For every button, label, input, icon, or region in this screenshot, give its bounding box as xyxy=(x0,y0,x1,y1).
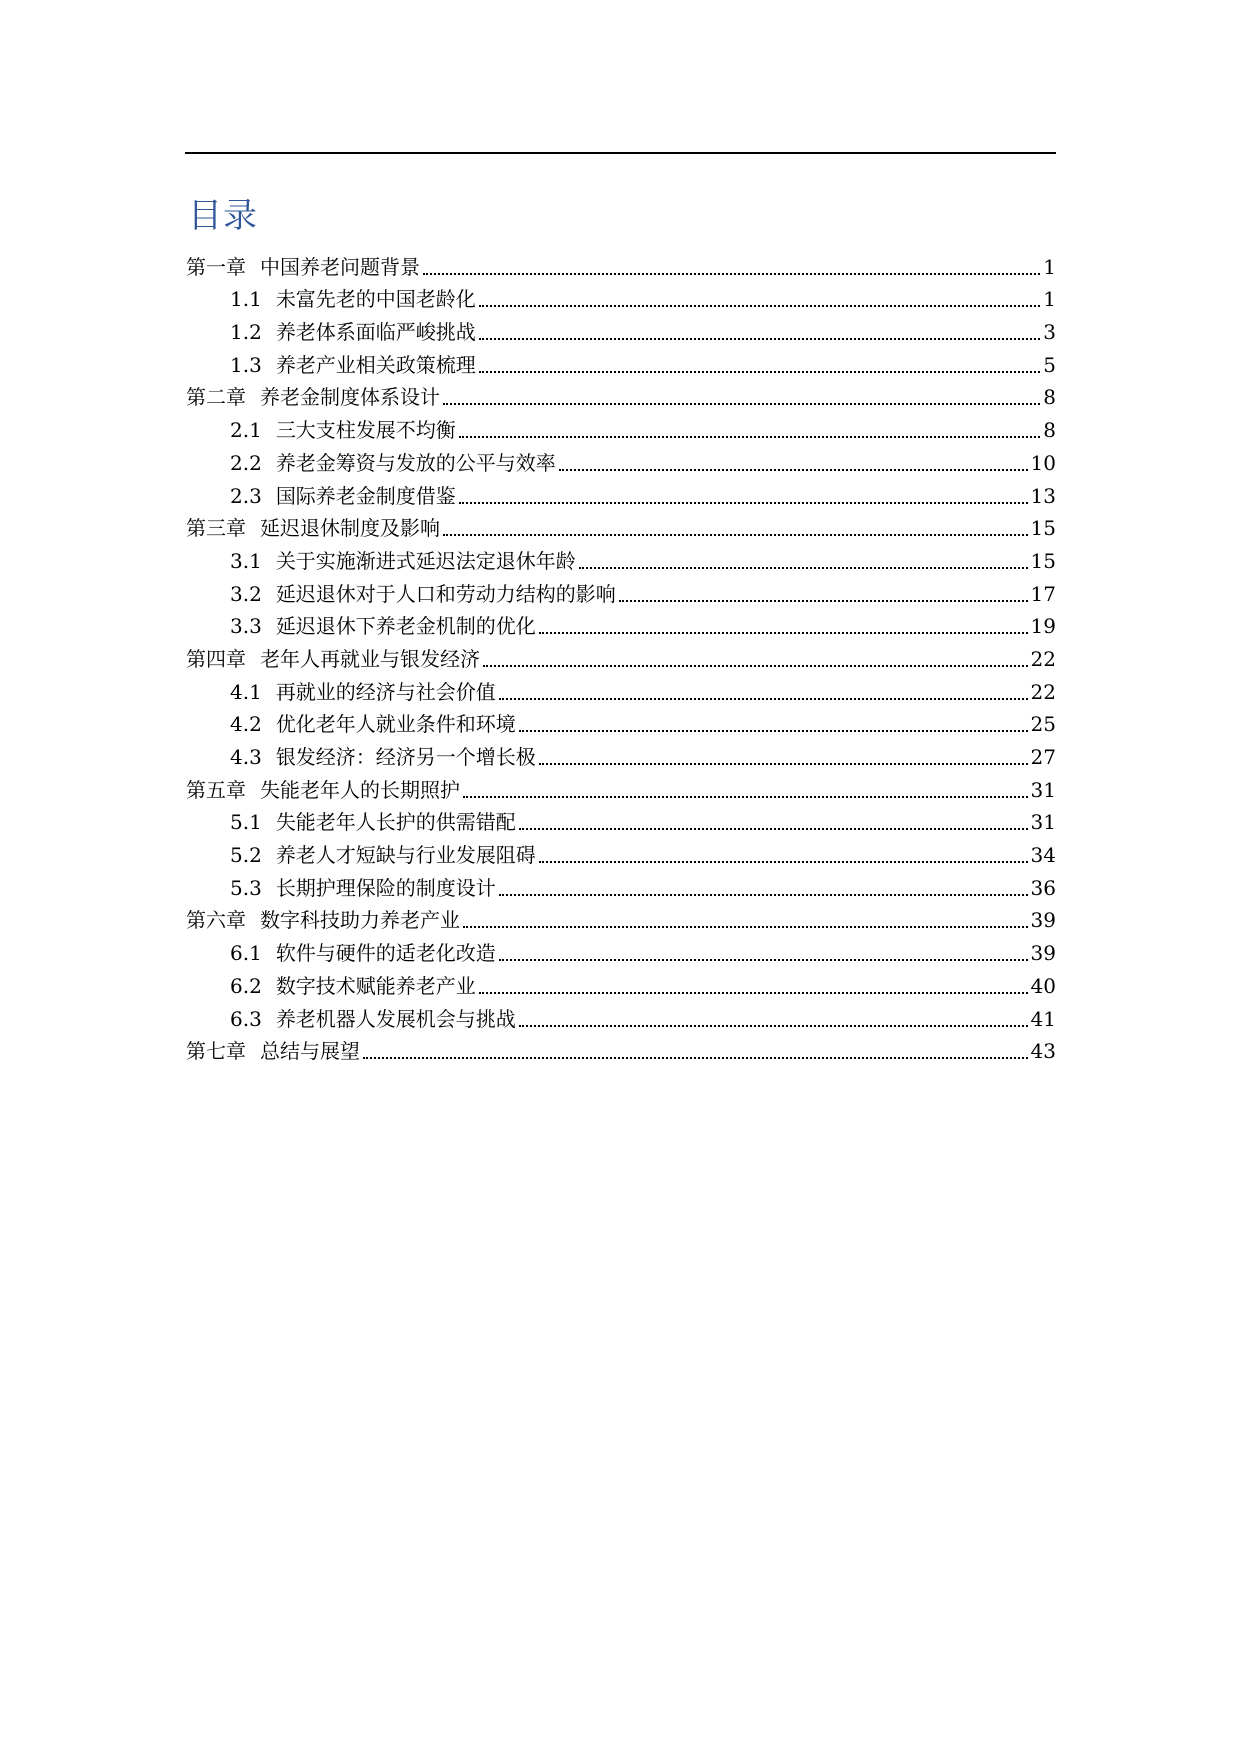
toc-entry-title: 三大支柱发展不均衡 xyxy=(275,418,456,443)
toc-dot-leader xyxy=(479,371,1040,373)
toc-dot-leader xyxy=(459,436,1040,438)
toc-dot-leader xyxy=(539,763,1028,765)
toc-entry-title: 未富先老的中国老龄化 xyxy=(275,287,476,312)
toc-dot-leader xyxy=(363,1057,1028,1059)
toc-chapter-entry[interactable] xyxy=(186,642,1056,675)
toc-entry-title: 数字科技助力养老产业 xyxy=(260,908,460,933)
toc-entry-number: 第一章 xyxy=(186,254,246,279)
toc-entry-page-number: 13 xyxy=(1030,483,1056,508)
toc-entry-page-number: 19 xyxy=(1030,614,1056,639)
toc-entry-number: 第五章 xyxy=(186,777,246,802)
toc-entry-page-number: 22 xyxy=(1030,679,1056,704)
toc-entry-title: 养老产业相关政策梳理 xyxy=(275,352,476,377)
toc-entry-number: 2.1 xyxy=(230,418,262,443)
toc-dot-leader xyxy=(559,469,1028,471)
toc-entry-title: 延迟退休制度及影响 xyxy=(260,516,440,541)
toc-entry-page-number: 25 xyxy=(1030,712,1056,737)
toc-entry-number: 3.1 xyxy=(230,548,262,573)
toc-entry-title: 养老体系面临严峻挑战 xyxy=(275,320,476,345)
toc-section-entry[interactable] xyxy=(186,577,1056,610)
toc-list xyxy=(186,250,1056,1067)
toc-entry-number: 6.3 xyxy=(230,1006,262,1031)
toc-section-entry[interactable] xyxy=(186,838,1056,871)
toc-dot-leader xyxy=(619,600,1028,602)
toc-entry-page-number: 1 xyxy=(1043,254,1056,279)
toc-section-entry[interactable] xyxy=(186,708,1056,741)
toc-entry-title: 失能老年人长护的供需错配 xyxy=(275,810,516,835)
toc-entry-title: 数字技术赋能养老产业 xyxy=(275,973,476,998)
toc-dot-leader xyxy=(519,1025,1028,1027)
toc-entry-page-number: 17 xyxy=(1030,581,1056,606)
toc-entry-title: 养老机器人发展机会与挑战 xyxy=(275,1006,516,1031)
toc-entry-number: 第二章 xyxy=(186,385,246,410)
toc-entry-number: 1.2 xyxy=(230,320,262,345)
toc-entry-number: 第三章 xyxy=(186,516,246,541)
toc-entry-number: 1.3 xyxy=(230,352,262,377)
toc-dot-leader xyxy=(423,273,1040,275)
toc-entry-page-number: 40 xyxy=(1030,973,1056,998)
toc-entry-number: 第六章 xyxy=(186,908,246,933)
toc-entry-page-number: 34 xyxy=(1030,843,1056,868)
toc-section-entry[interactable] xyxy=(186,871,1056,904)
toc-entry-page-number: 41 xyxy=(1030,1006,1056,1031)
toc-entry-title: 养老人才短缺与行业发展阻碍 xyxy=(275,843,536,868)
toc-dot-leader xyxy=(459,502,1028,504)
toc-entry-title: 再就业的经济与社会价值 xyxy=(275,679,496,704)
toc-dot-leader xyxy=(479,338,1040,340)
toc-entry-page-number: 8 xyxy=(1043,418,1056,443)
toc-dot-leader xyxy=(499,698,1028,700)
toc-entry-number: 第七章 xyxy=(186,1039,246,1064)
toc-section-entry[interactable] xyxy=(186,969,1056,1002)
toc-dot-leader xyxy=(519,730,1028,732)
toc-section-entry[interactable] xyxy=(186,544,1056,577)
toc-entry-page-number: 27 xyxy=(1030,745,1056,769)
toc-entry-page-number: 1 xyxy=(1043,287,1056,312)
toc-entry-page-number: 15 xyxy=(1030,548,1056,573)
toc-dot-leader xyxy=(443,403,1040,405)
toc-dot-leader xyxy=(479,305,1040,307)
toc-dot-leader xyxy=(499,894,1028,896)
toc-title: 目录 xyxy=(188,196,258,236)
toc-chapter-entry[interactable] xyxy=(186,1035,1056,1068)
toc-entry-title: 关于实施渐进式延迟法定退休年龄 xyxy=(275,548,576,573)
toc-dot-leader xyxy=(539,861,1028,863)
toc-entry-title: 银发经济：经济另一个增长极 xyxy=(275,745,536,769)
toc-entry-page-number: 39 xyxy=(1030,941,1056,966)
toc-entry-number: 2.3 xyxy=(230,483,262,508)
toc-entry-number: 5.2 xyxy=(230,843,262,868)
toc-section-entry[interactable] xyxy=(186,806,1056,839)
toc-entry-title: 延迟退休对于人口和劳动力结构的影响 xyxy=(275,581,616,606)
toc-dot-leader xyxy=(443,534,1028,536)
toc-section-entry[interactable] xyxy=(186,413,1056,446)
toc-entry-page-number: 39 xyxy=(1030,908,1056,933)
toc-section-entry[interactable] xyxy=(186,283,1056,316)
toc-entry-page-number: 43 xyxy=(1030,1039,1056,1064)
toc-chapter-entry[interactable] xyxy=(186,773,1056,806)
toc-entry-number: 3.2 xyxy=(230,581,262,606)
toc-entry-number: 6.2 xyxy=(230,973,262,998)
toc-entry-number: 5.1 xyxy=(230,810,262,835)
toc-section-entry[interactable] xyxy=(186,479,1056,512)
toc-dot-leader xyxy=(579,567,1028,569)
toc-section-entry[interactable] xyxy=(186,610,1056,643)
toc-section-entry[interactable] xyxy=(186,1002,1056,1035)
toc-entry-title: 中国养老问题背景 xyxy=(260,254,420,279)
toc-entry-page-number: 8 xyxy=(1043,385,1056,410)
toc-entry-page-number: 3 xyxy=(1043,320,1056,345)
toc-entry-number: 4.1 xyxy=(230,679,262,704)
toc-entry-number: 1.1 xyxy=(230,287,262,312)
toc-entry-number: 6.1 xyxy=(230,941,262,966)
toc-entry-number: 第四章 xyxy=(186,646,246,671)
toc-dot-leader xyxy=(499,959,1028,961)
toc-entry-title: 养老金筹资与发放的公平与效率 xyxy=(275,450,556,475)
toc-entry-number: 3.3 xyxy=(230,614,262,639)
toc-dot-leader xyxy=(539,632,1028,634)
toc-section-entry[interactable] xyxy=(186,446,1056,479)
toc-entry-title: 长期护理保险的制度设计 xyxy=(275,875,496,900)
toc-section-entry[interactable] xyxy=(186,936,1056,969)
toc-entry-title: 养老金制度体系设计 xyxy=(260,385,440,410)
toc-chapter-entry[interactable] xyxy=(186,512,1056,545)
toc-entry-title: 优化老年人就业条件和环境 xyxy=(275,712,516,737)
toc-entry-title: 国际养老金制度借鉴 xyxy=(275,483,456,508)
toc-dot-leader xyxy=(463,926,1028,928)
toc-entry-page-number: 36 xyxy=(1030,875,1056,900)
toc-entry-page-number: 10 xyxy=(1030,450,1056,475)
toc-entry-title: 老年人再就业与银发经济 xyxy=(260,646,480,671)
header-rule xyxy=(185,152,1056,154)
toc-entry-page-number: 31 xyxy=(1030,810,1056,835)
toc-entry-title: 延迟退休下养老金机制的优化 xyxy=(275,614,536,639)
toc-dot-leader xyxy=(463,796,1028,798)
toc-chapter-entry[interactable] xyxy=(186,904,1056,937)
toc-entry-page-number: 31 xyxy=(1030,777,1056,802)
toc-chapter-entry[interactable] xyxy=(186,250,1056,283)
toc-entry-number: 2.2 xyxy=(230,450,262,475)
toc-entry-title: 总结与展望 xyxy=(260,1039,360,1064)
toc-entry-page-number: 22 xyxy=(1030,646,1056,671)
toc-dot-leader xyxy=(519,828,1028,830)
toc-entry-title: 软件与硬件的适老化改造 xyxy=(275,941,496,966)
toc-entry-page-number: 5 xyxy=(1043,352,1056,377)
toc-section-entry[interactable] xyxy=(186,675,1056,708)
toc-entry-page-number: 15 xyxy=(1030,516,1056,541)
toc-section-entry[interactable] xyxy=(186,315,1056,348)
toc-entry-title: 失能老年人的长期照护 xyxy=(260,777,460,802)
toc-section-entry[interactable] xyxy=(186,740,1056,773)
toc-entry-number: 4.2 xyxy=(230,712,262,737)
toc-section-entry[interactable] xyxy=(186,348,1056,381)
toc-dot-leader xyxy=(483,665,1028,667)
toc-chapter-entry[interactable] xyxy=(186,381,1056,414)
toc-dot-leader xyxy=(479,992,1028,994)
toc-entry-number: 4.3 xyxy=(230,745,262,769)
toc-entry-number: 5.3 xyxy=(230,875,262,900)
